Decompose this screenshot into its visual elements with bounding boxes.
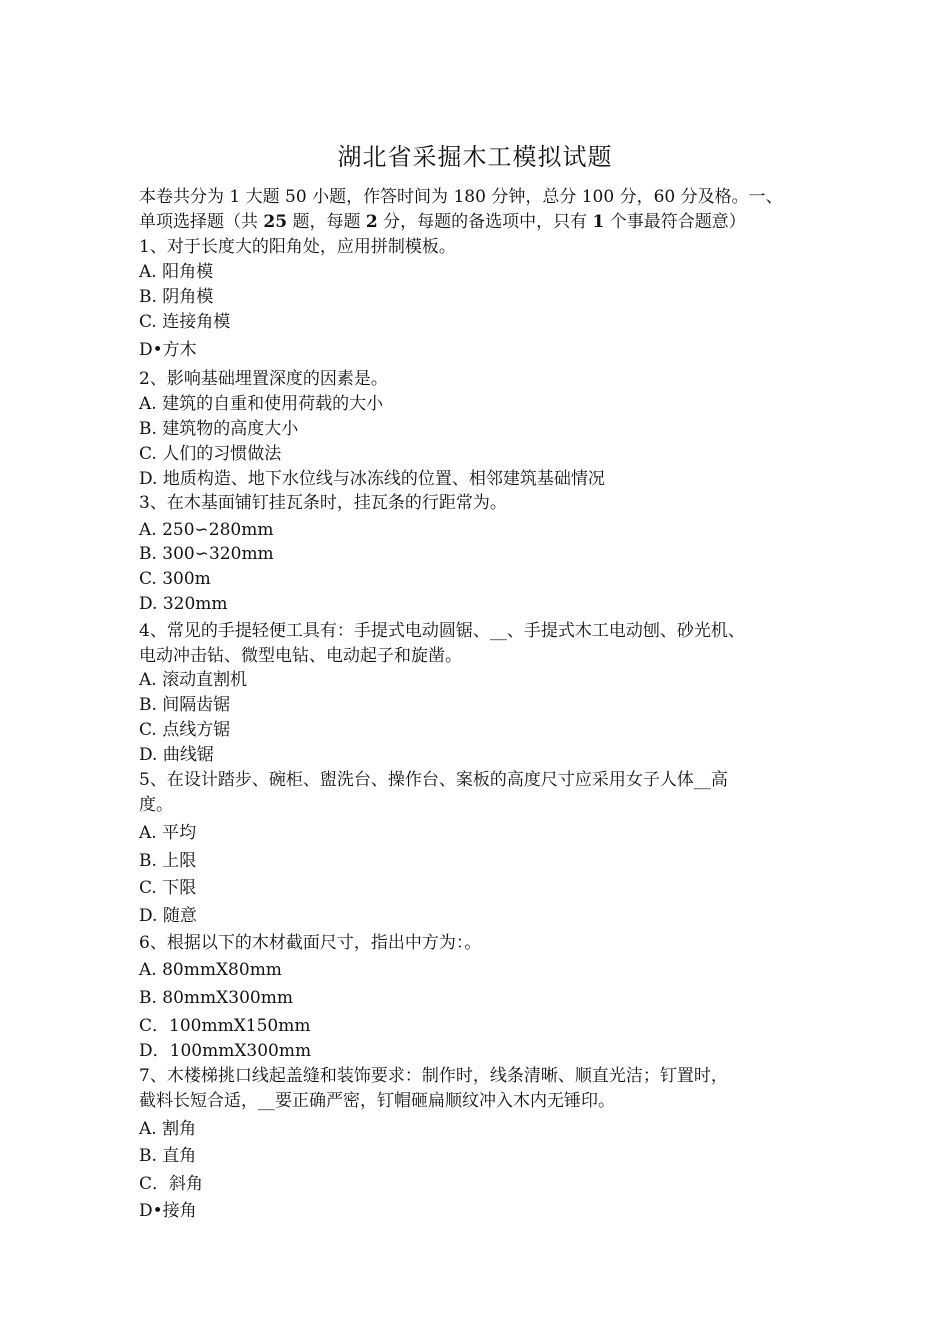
intro-text: 单项选择题（共 xyxy=(139,212,264,232)
question-6-option-c: C．100mmX150mm xyxy=(139,1016,311,1036)
intro-count: 25 xyxy=(263,212,288,232)
question-7-stem-line-1: 7、木楼梯挑口线起盖缝和装饰要求：制作时，线条清晰、顺直光洁；钉置时， xyxy=(139,1066,728,1086)
intro-line-2 xyxy=(139,211,746,233)
question-3-option-a: A. 250∽280mm xyxy=(139,520,274,540)
question-5-option-d: D. 随意 xyxy=(139,906,197,926)
intro-text: 分，每题的备选项中，只有 xyxy=(377,212,593,232)
question-6-stem: 6、根据以下的木材截面尺寸，指出中方为：。 xyxy=(139,933,482,953)
question-3-option-c: C. 300m xyxy=(139,569,211,589)
question-4-option-c: C. 点线方锯 xyxy=(139,720,231,740)
question-3-stem: 3、在木基面铺钉挂瓦条时，挂瓦条的行距常为。 xyxy=(139,493,507,513)
question-5-option-c: C. 下限 xyxy=(139,878,197,898)
question-1-stem: 1、对于长度大的阳角处，应用拼制模板。 xyxy=(139,237,456,257)
document-title: 湖北省采掘木工模拟试题 xyxy=(337,143,613,171)
question-7-option-a: A. 割角 xyxy=(139,1119,197,1139)
question-5-option-a: A. 平均 xyxy=(139,823,197,843)
question-2-option-b: B. 建筑物的高度大小 xyxy=(139,419,299,439)
question-4-stem-line-1: 4、常见的手提轻便工具有：手提式电动圆锯、__、手提式木工电动刨、砂光机、 xyxy=(139,621,745,641)
question-2-stem: 2、影响基础埋置深度的因素是。 xyxy=(139,369,388,389)
intro-one: 1 xyxy=(592,212,605,232)
intro-text: 题，每题 xyxy=(287,212,366,232)
question-2-option-a: A. 建筑的自重和使用荷载的大小 xyxy=(139,394,384,414)
question-5-stem-line-1: 5、在设计踏步、碗柜、盥洗台、操作台、案板的高度尺寸应采用女子人体__高 xyxy=(139,770,728,790)
question-1-option-c: C. 连接角模 xyxy=(139,312,231,332)
question-4-option-b: B. 间隔齿锯 xyxy=(139,695,231,715)
question-3-option-b: B. 300∽320mm xyxy=(139,544,274,564)
question-5-option-b: B. 上限 xyxy=(139,851,197,871)
intro-text: 个事最符合题意） xyxy=(604,212,746,232)
question-6-option-b: B. 80mmX300mm xyxy=(139,988,293,1008)
question-2-option-c: C. 人们的习惯做法 xyxy=(139,444,282,464)
question-1-option-b: B. 阴角模 xyxy=(139,287,214,307)
question-1-option-d: D•方木 xyxy=(139,340,197,360)
question-7-stem-line-2: 截料长短合适，__要正确严密，钉帽砸扁顺纹冲入木内无锤印。 xyxy=(139,1091,615,1111)
question-6-option-a: A. 80mmX80mm xyxy=(139,960,282,980)
question-7-option-b: B. 直角 xyxy=(139,1146,197,1166)
question-4-stem-line-2: 电动冲击钻、微型电钻、电动起子和旋凿。 xyxy=(139,646,462,666)
question-7-option-d: D•接角 xyxy=(139,1201,197,1221)
intro-line-1: 本卷共分为 1 大题 50 小题，作答时间为 180 分钟，总分 100 分，60 分及格。一、 xyxy=(139,187,783,207)
question-2-option-d: D. 地质构造、地下水位线与冰冻线的位置、相邻建筑基础情况 xyxy=(139,469,605,489)
question-3-option-d: D. 320mm xyxy=(139,594,228,614)
question-1-option-a: A. 阳角模 xyxy=(139,262,214,282)
question-4-option-a: A. 滚动直割机 xyxy=(139,670,248,690)
question-4-option-d: D. 曲线锯 xyxy=(139,745,214,765)
question-7-option-c: C．斜角 xyxy=(139,1174,204,1194)
question-6-option-d: D．100mmX300mm xyxy=(139,1041,312,1061)
intro-score: 2 xyxy=(365,212,378,232)
question-5-stem-line-2: 度。 xyxy=(139,795,173,815)
